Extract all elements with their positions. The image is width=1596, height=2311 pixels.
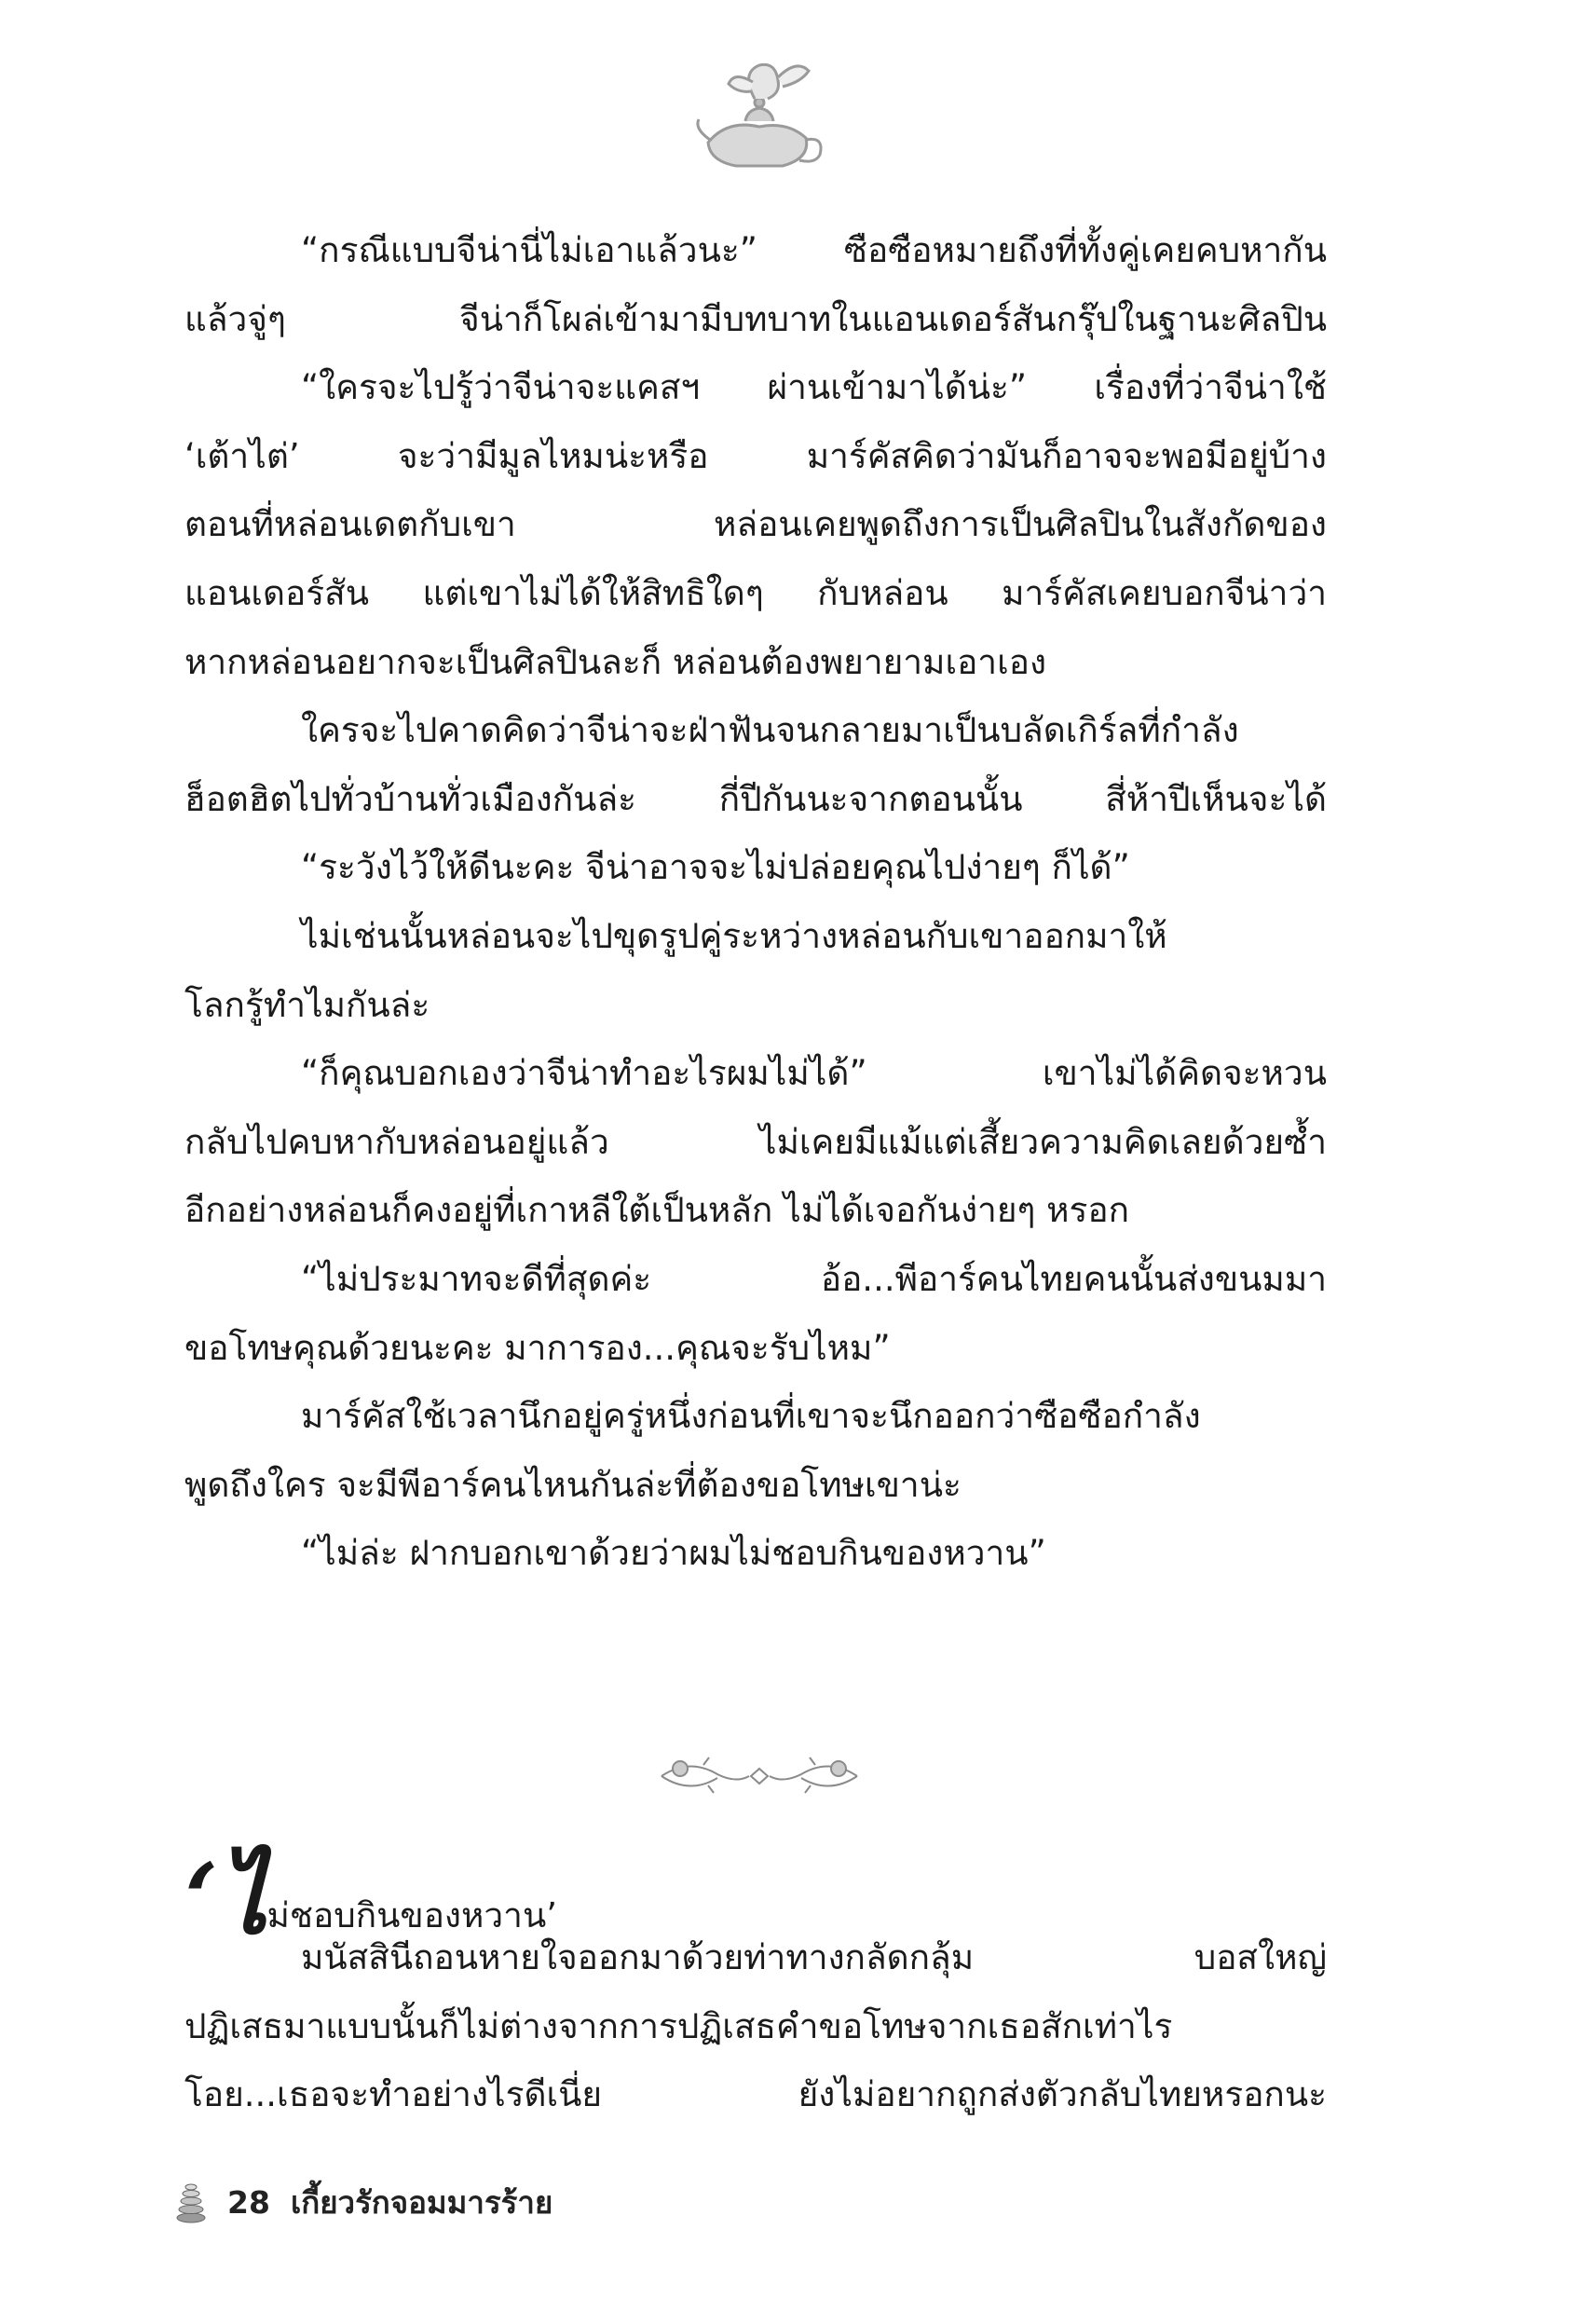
paragraph-line: “ไม่ประมาทจะดีที่สุดค่ะ อ้อ...พีอาร์คนไทยคนนั้นส่งขนมมา <box>301 1258 1327 1299</box>
floral-divider-icon <box>652 1748 866 1804</box>
paragraph-line: “ก็คุณบอกเองว่าจีน่าทำอะไรผมไม่ได้” เขาไม่ได้คิดจะหวน <box>301 1053 1327 1094</box>
paragraph-line: มาร์คัสใช้เวลานึกอยู่ครู่หนึ่งก่อนที่เขาจะนึกออกว่าซือซือกำลัง <box>301 1396 1201 1437</box>
paragraph-line: โลกรู้ทำไมกันล่ะ <box>184 984 430 1025</box>
section-first-line: ม่ชอบกินของหวาน’ <box>266 1895 557 1935</box>
paragraph-line: แล้วจู่ๆ จีน่าก็โผล่เข้ามามีบทบาทในแอนเดอร์สันกรุ๊ปในฐานะศิลปิน <box>184 298 1327 339</box>
drop-cap: ‘ไ <box>184 1841 267 1956</box>
paragraph-line: ขอโทษคุณด้วยนะคะ มาการอง...คุณจะรับไหม” <box>184 1327 891 1368</box>
paragraph-line: อีกอย่างหล่อนก็คงอยู่ที่เกาหลีใต้เป็นหลัก ไม่ได้เจอกันง่ายๆ หรอก <box>184 1190 1130 1231</box>
paragraph-line: “ระวังไว้ให้ดีนะคะ จีน่าอาจจะไม่ปล่อยคุณไปง่ายๆ ก็ได้” <box>301 847 1130 888</box>
paragraph-line: “ใครจะไปรู้ว่าจีน่าจะแคสฯ ผ่านเข้ามาได้น่ะ” เรื่องที่ว่าจีน่าใช้ <box>301 367 1327 408</box>
paragraph-line: ตอนที่หล่อนเดตกับเขา หล่อนเคยพูดถึงการเป็นศิลปินในสังกัดของ <box>184 504 1327 545</box>
body-text <box>184 216 1327 1588</box>
paragraph-line: โอย...เธอจะทำอย่างไรดีเนี่ย ยังไม่อยากถูกส่งตัวกลับไทยหรอกนะ <box>184 2074 1327 2115</box>
paragraph-line: “ไม่ล่ะ ฝากบอกเขาด้วยว่าผมไม่ชอบกินของหวาน” <box>301 1533 1046 1574</box>
paragraph-line: ไม่เช่นนั้นหล่อนจะไปขุดรูปคู่ระหว่างหล่อนกับเขาออกมาให้ <box>301 915 1167 956</box>
page-number: 28 <box>227 2183 270 2221</box>
section-text <box>184 1923 1327 2129</box>
paragraph-line: หากหล่อนอยากจะเป็นศิลปินละก็ หล่อนต้องพยายามเอาเอง <box>184 641 1047 682</box>
stacked-stones-icon <box>175 2181 207 2223</box>
paragraph-line: พูดถึงใคร จะมีพีอาร์คนไหนกันล่ะที่ต้องขอโทษเขาน่ะ <box>184 1464 962 1505</box>
paragraph-line: ฮ็อตฮิตไปทั่วบ้านทั่วเมืองกันล่ะ กี่ปีกันนะจากตอนนั้น สี่ห้าปีเห็นจะได้ <box>184 778 1327 819</box>
paragraph-line: แอนเดอร์สัน แต่เขาไม่ได้ให้สิทธิใดๆ กับหล่อน มาร์คัสเคยบอกจีน่าว่า <box>184 572 1327 613</box>
paragraph-line: มนัสสินีถอนหายใจออกมาด้วยท่าทางกลัดกลุ้ม บอสใหญ่ <box>301 1937 1327 1977</box>
book-title: เกี้ยวรักจอมมารร้าย <box>290 2183 553 2221</box>
paragraph-line: “กรณีแบบจีน่านี่ไม่เอาแล้วนะ” ซือซือหมายถึงที่ทั้งคู่เคยคบหากัน <box>301 230 1327 270</box>
page-footer <box>175 2179 552 2225</box>
paragraph-line: กลับไปคบหากับหล่อนอยู่แล้ว ไม่เคยมีแม้แต่เสี้ยวความคิดเลยด้วยซ้ำ <box>184 1121 1327 1162</box>
paragraph-line: ปฏิเสธมาแบบนั้นก็ไม่ต่างจากการปฏิเสธคำขอโทษจากเธอสักเท่าไร <box>184 2005 1173 2046</box>
teapot-fairy-ornament-icon <box>689 54 829 175</box>
paragraph-line: ใครจะไปคาดคิดว่าจีน่าจะฝ่าฟันจนกลายมาเป็นบลัดเกิร์ลที่กำลัง <box>301 710 1239 751</box>
paragraph-line: ‘เต้าไต่’ จะว่ามีมูลไหมน่ะหรือ มาร์คัสคิดว่ามันก็อาจจะพอมีอยู่บ้าง <box>184 435 1327 476</box>
